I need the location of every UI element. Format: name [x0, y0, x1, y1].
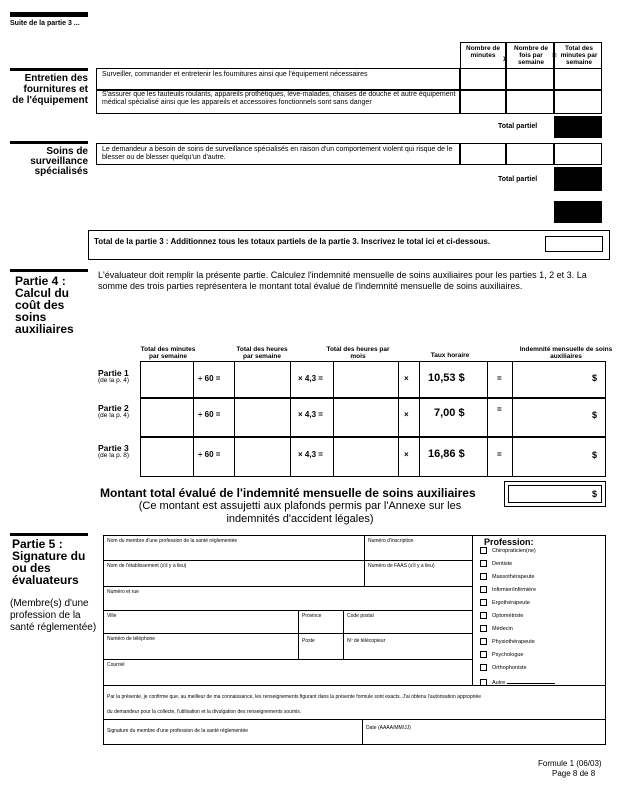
profession-infirmier[interactable]	[480, 586, 536, 594]
item-text-3: Le demandeur a besoin de soins de surveillance spécialisés en raison d'un comportement violent qui risque de le blesser ou de blesser quelqu'un d'autre.	[102, 146, 453, 161]
part5-vline-postal	[343, 610, 344, 659]
city-label: Ville	[107, 613, 117, 619]
part5-rule	[10, 533, 88, 536]
province-label: Province	[302, 613, 322, 619]
part4-row-rate-2: 7,00 $	[434, 407, 465, 419]
facility-label: Nom de l'établissement (s'il y a lieu)	[107, 563, 187, 569]
part4-row-eq-1: =	[497, 374, 502, 383]
part4-vline-8	[512, 361, 513, 477]
profession-label: Autre	[492, 680, 506, 686]
part4-row-eq-3: =	[497, 450, 502, 459]
part5-vline-prof	[472, 535, 473, 685]
minutes-input-1[interactable]	[460, 68, 506, 90]
part4-vline-6	[419, 361, 420, 477]
part5-vline-prov	[298, 610, 299, 659]
profession-label: Physiothérapeute	[492, 638, 535, 645]
profession-label: Psychologue	[492, 651, 524, 658]
part4-row-rate-3: 16,86 $	[428, 448, 465, 460]
footer-form: Formule 1 (06/03)	[538, 759, 602, 768]
continued-label: Suite de la partie 3 ...	[10, 20, 80, 27]
part4-row-div-3: ÷ 60 =	[198, 450, 221, 459]
part4-rule	[10, 269, 88, 272]
part4-col-monthly: Indemnité mensuelle de soins auxiliaires	[519, 346, 613, 360]
profession-ortho[interactable]	[480, 664, 527, 672]
autre-underline[interactable]	[507, 677, 555, 684]
part4-vline-4	[333, 361, 334, 477]
part5-subtitle: (Membre(s) d'une profession de la santé réglementée)	[10, 598, 97, 633]
part4-total-input[interactable]	[508, 485, 602, 503]
profession-label: Médecin	[492, 625, 513, 632]
part4-row-div-1: ÷ 60 =	[198, 374, 221, 383]
part4-row-x-3: ×	[404, 450, 409, 459]
section-rule-soins	[10, 141, 88, 144]
total-input-3[interactable]	[554, 143, 602, 165]
part5-vline-reg	[364, 535, 365, 586]
part4-row-dollar-2: $	[592, 410, 598, 420]
part4-row-x-2: ×	[404, 410, 409, 419]
part4-intro: L'évaluateur doit remplir la présente partie. Calculez l'indemnité mensuelle de soins auxiliaires pour les parties 1, 2 et 3. La somme des trois parties représentera le montant total évalué de l'indemnité mensuelle de soins auxiliaires.	[98, 270, 587, 291]
part5-hline-4	[103, 633, 472, 634]
date-label: Date (AAAA/MM/JJ)	[366, 725, 411, 731]
checkbox-icon[interactable]	[480, 612, 487, 619]
ext-label: Poste	[302, 638, 315, 644]
part4-col-rate: Taux horaire	[430, 352, 470, 359]
fax-label: Nº de télécopieur	[347, 638, 386, 644]
part3-total-text: Total de la partie 3 : Additionnez tous les totaux partiels de la partie 3. Inscrivez le total ici et ci-dessous.	[94, 237, 491, 246]
part5-hline-2	[103, 586, 472, 587]
part4-row-label-1: Partie 1	[98, 368, 129, 378]
member-name-label: Nom du membre d'une profession de la santé réglementée	[107, 538, 238, 544]
part4-row-mult-3: × 4,3 =	[298, 450, 323, 459]
col-header-total: Total des minutes par semaine	[560, 45, 598, 66]
total-input-1[interactable]	[554, 68, 602, 90]
part5-hline-1	[103, 560, 472, 561]
profession-label: Optométriste	[492, 612, 524, 619]
checkbox-icon[interactable]	[480, 547, 487, 554]
phone-label: Numéro de téléphone	[107, 636, 156, 642]
subtotal-label-1: Total partiel	[498, 123, 538, 130]
part4-vline-2	[234, 361, 235, 477]
profession-label: Massothérapeute	[492, 573, 535, 580]
part4-row-rate-1: 10,53 $	[428, 372, 465, 384]
email-label: Courriel	[107, 662, 125, 668]
col-mult-sign: x	[503, 54, 508, 63]
postal-label: Code postal	[347, 613, 374, 619]
minutes-input-2[interactable]	[460, 90, 506, 114]
item-text-1: Surveiller, commander et entretenir les fournitures ainsi que l'équipement nécessaires	[102, 71, 368, 78]
part3-total-input[interactable]	[545, 236, 603, 252]
checkbox-icon[interactable]	[480, 586, 487, 593]
checkbox-icon[interactable]	[480, 625, 487, 632]
part4-row-mult-1: × 4,3 =	[298, 374, 323, 383]
part4-vline-1	[193, 361, 194, 477]
part4-row-eq-2: =	[497, 405, 502, 414]
profession-label: Orthophoniste	[492, 664, 527, 671]
part4-row-mult-2: × 4,3 =	[298, 410, 323, 419]
part5-title: Partie 5 : Signature du ou des évaluateurs	[12, 537, 86, 587]
subtotal-label-2: Total partiel	[498, 176, 538, 183]
faas-label: Numéro de FAAS (s'il y a lieu)	[368, 563, 435, 569]
profession-psycho[interactable]	[480, 651, 524, 659]
times-input-3[interactable]	[506, 143, 554, 165]
profession-physio[interactable]	[480, 638, 535, 646]
street-label: Numéro et rue	[107, 589, 139, 595]
col-eq-sign: =	[552, 51, 557, 60]
part4-title: Partie 4 : Calcul du coût des soins auxiliaires	[15, 274, 74, 336]
item-text-2: S'assurer que les fauteuils roulants, appareils prothétiques, lève-malades, chaises de douche et autre équipement médical spécialisé ainsi que les appareils et accessoires fonctionnels sont sans danger	[102, 91, 456, 106]
subtotal-box-3	[554, 201, 602, 223]
part5-hline-7	[103, 719, 606, 720]
part4-row-sub-3: (de la p. 8)	[98, 452, 130, 459]
part4-total-dollar: $	[592, 489, 598, 499]
part4-total-title: Montant total évalué de l'indemnité mensuelle de soins auxiliaires	[100, 486, 476, 500]
part5-hline-5	[103, 659, 472, 660]
profession-ergo[interactable]	[480, 599, 530, 607]
profession-label: Dentiste	[492, 560, 513, 567]
part4-row-x-1: ×	[404, 374, 409, 383]
part4-row-sub-2: (de la p. 4)	[98, 412, 130, 419]
subtotal-box-2	[554, 167, 602, 191]
col-header-minutes: Nombre de minutes	[466, 45, 500, 59]
part4-vline-3	[290, 361, 291, 477]
part4-row-dollar-1: $	[592, 373, 598, 383]
minutes-input-3[interactable]	[460, 143, 506, 165]
top-rule	[10, 12, 88, 17]
profession-chiro[interactable]	[480, 547, 536, 555]
part4-vline-5	[398, 361, 399, 477]
part4-row-div-2: ÷ 60 =	[198, 410, 221, 419]
profession-label: Chiropraticien(ne)	[492, 547, 536, 554]
section-rule-entretien	[10, 68, 88, 71]
checkbox-icon[interactable]	[480, 599, 487, 606]
times-input-1[interactable]	[506, 68, 554, 90]
part4-grid-sep-2	[140, 436, 606, 438]
checkbox-icon[interactable]	[480, 651, 487, 658]
part4-row-label-2: Partie 2	[98, 403, 129, 413]
checkbox-icon[interactable]	[480, 573, 487, 580]
part5-vline-date	[362, 719, 363, 745]
declaration-line-2: du demandeur pour la collecte, l'utilisation et la divulgation des renseignements soumis.	[107, 709, 302, 715]
profession-autre[interactable]	[480, 677, 555, 687]
profession-opto[interactable]	[480, 612, 523, 620]
checkbox-icon[interactable]	[480, 664, 487, 671]
profession-dentiste[interactable]	[480, 560, 512, 568]
profession-label: Infirmier/infirmière	[492, 586, 537, 593]
profession-label: Ergothérapeute	[492, 599, 530, 606]
checkbox-icon[interactable]	[480, 679, 487, 686]
profession-title: Profession:	[484, 537, 534, 547]
checkbox-icon[interactable]	[480, 638, 487, 645]
part4-grid-sep-1	[140, 397, 606, 399]
part4-row-sub-1: (de la p. 4)	[98, 377, 130, 384]
checkbox-icon[interactable]	[480, 560, 487, 567]
times-input-2[interactable]	[506, 90, 554, 114]
part4-row-label-3: Partie 3	[98, 443, 129, 453]
subtotal-box-1	[554, 116, 602, 138]
footer-page: Page 8 de 8	[552, 769, 596, 778]
profession-masso[interactable]	[480, 573, 535, 581]
section-title-soins: Soins de surveillance spécialisés	[30, 146, 88, 177]
part4-col-minutes: Total des minutes par semaine	[140, 346, 196, 360]
declaration-line-1: Par la présente, je confirme que, au meilleur de ma connaissance, les renseignements figurant dans la présente formule sont exacts. J'ai obtenu l'autorisation appropriée	[107, 694, 482, 700]
signature-label: Signature du membre d'une profession de la santé réglementée	[107, 728, 249, 734]
part4-vline-7	[487, 361, 488, 477]
registration-label: Numéro d'inscription	[368, 538, 414, 544]
part4-total-note: (Ce montant est assujetti aux plafonds permis par l'Annexe sur les indemnités d'accident légales)	[138, 500, 462, 525]
part4-col-hours-month: Total des heures par mois	[326, 346, 390, 360]
part4-col-hours-week: Total des heures par semaine	[236, 346, 288, 360]
total-input-2[interactable]	[554, 90, 602, 114]
part4-row-dollar-3: $	[592, 450, 598, 460]
profession-medecin[interactable]	[480, 625, 513, 633]
part5-hline-3	[103, 610, 472, 611]
section-title-entretien: Entretien des fournitures et de l'équipement	[12, 73, 88, 106]
col-header-times: Nombre de fois par semaine	[514, 45, 548, 66]
